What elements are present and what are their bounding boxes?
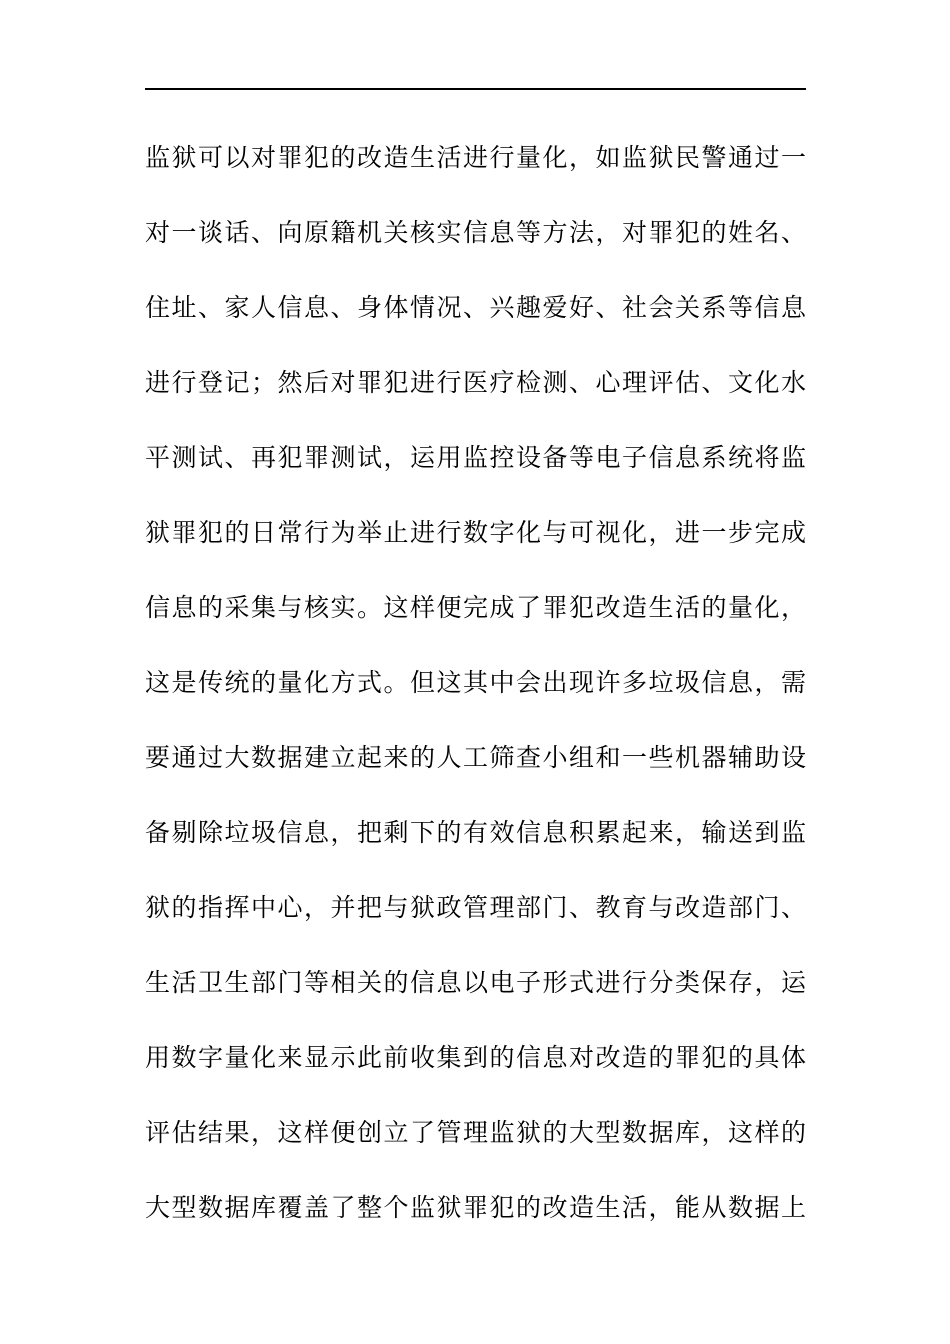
- text-line: 大型数据库覆盖了整个监狱罪犯的改造生活，能从数据上: [145, 1193, 806, 1222]
- text-line: 备剔除垃圾信息，把剩下的有效信息积累起来，输送到监: [145, 818, 806, 847]
- text-line: 对一谈话、向原籍机关核实信息等方法，对罪犯的姓名、: [145, 218, 806, 247]
- text-line: 进行登记；然后对罪犯进行医疗检测、心理评估、文化水: [145, 368, 806, 397]
- text-line: 平测试、再犯罪测试，运用监控设备等电子信息系统将监: [145, 443, 806, 472]
- header-rule: [145, 88, 806, 90]
- text-line: 狱的指挥中心，并把与狱政管理部门、教育与改造部门、: [145, 893, 806, 922]
- text-line: 狱罪犯的日常行为举止进行数字化与可视化，进一步完成: [145, 518, 806, 547]
- text-line: 这是传统的量化方式。但这其中会出现许多垃圾信息，需: [145, 668, 806, 697]
- text-line: 住址、家人信息、身体情况、兴趣爱好、社会关系等信息: [145, 293, 806, 322]
- text-line: 用数字量化来显示此前收集到的信息对改造的罪犯的具体: [145, 1043, 806, 1072]
- text-line: 要通过大数据建立起来的人工筛查小组和一些机器辅助设: [145, 743, 806, 772]
- text-line: 信息的采集与核实。这样便完成了罪犯改造生活的量化，: [145, 593, 806, 622]
- text-line: 生活卫生部门等相关的信息以电子形式进行分类保存，运: [145, 968, 806, 997]
- body-paragraph: [145, 120, 806, 1245]
- text-line: 评估结果，这样便创立了管理监狱的大型数据库，这样的: [145, 1118, 806, 1147]
- text-line: 监狱可以对罪犯的改造生活进行量化，如监狱民警通过一: [145, 143, 806, 172]
